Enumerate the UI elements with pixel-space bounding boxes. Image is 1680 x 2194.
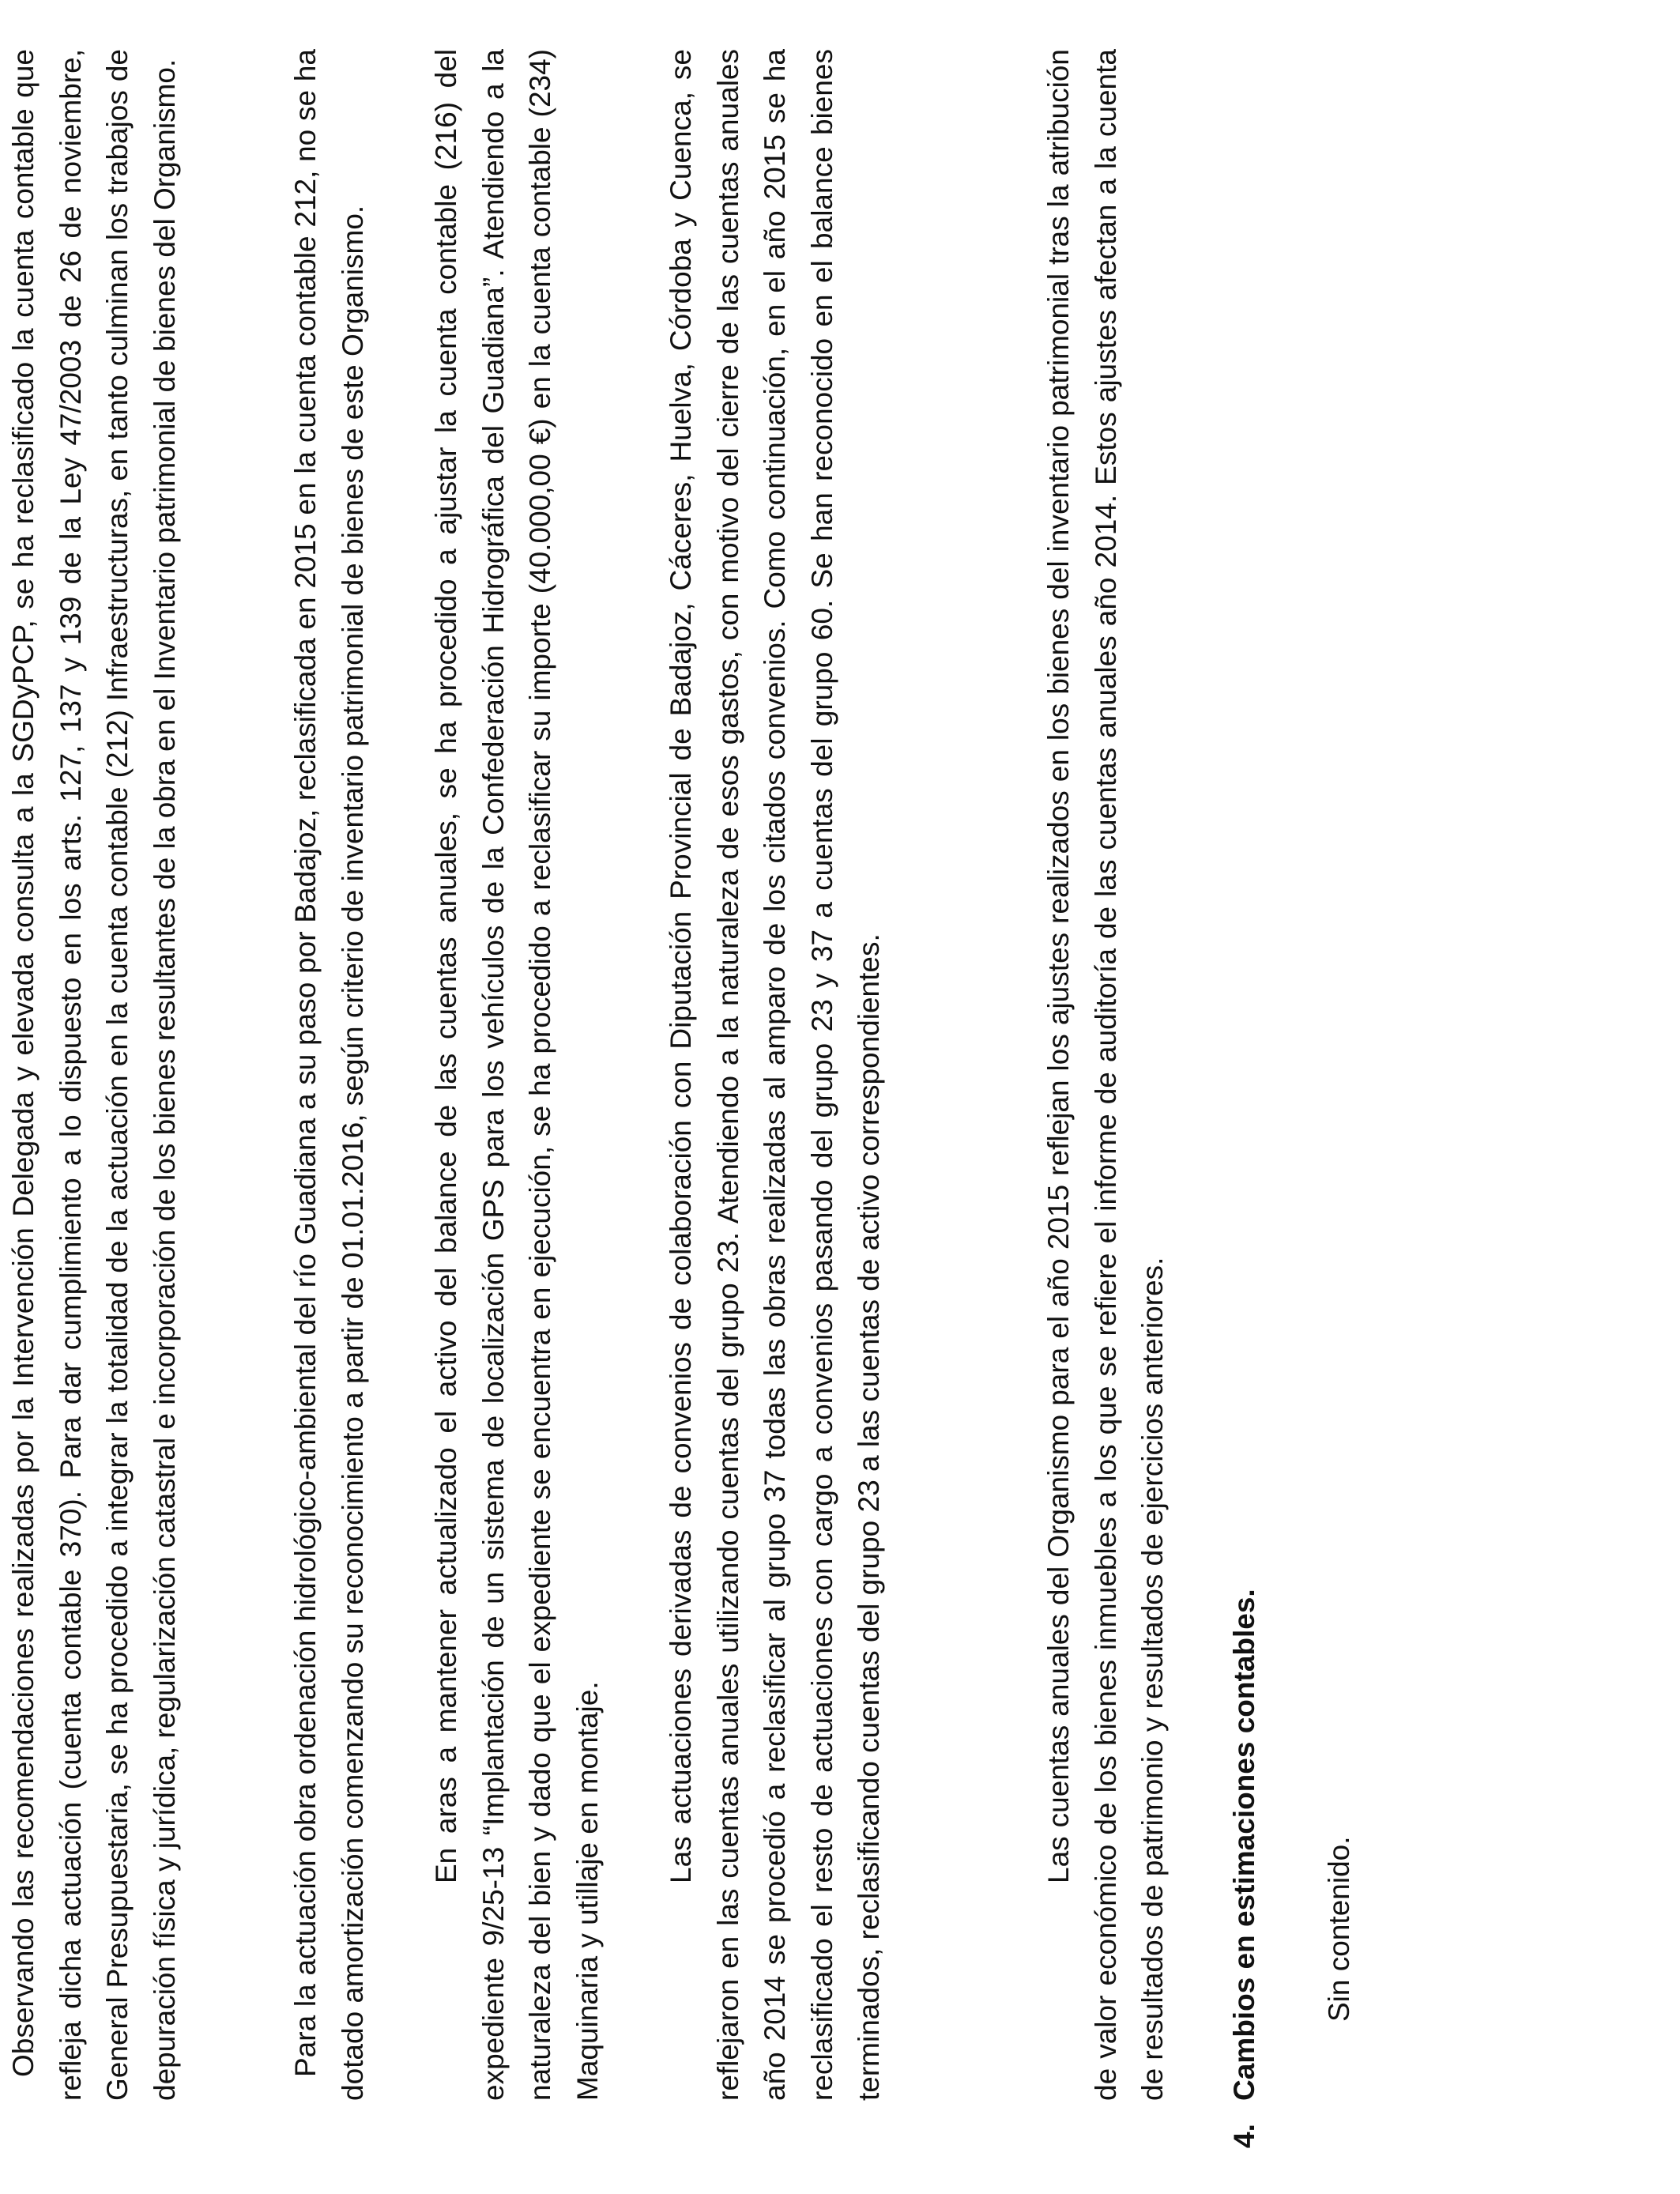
paragraph-convenios-colaboracion: Las actuaciones derivadas de convenios de colaboración con Diputación Provincial de Badajoz, Cáceres, Huelva, Córdoba y Cuenca, se reflejaron en las cuentas anuales utilizando cuentas del grupo 23. Atendiendo a la naturaleza de esos gastos, con motivo del cierre de las cuentas anuales año 2014 se procedió a reclasificar al grupo 37 todas las obras realizadas al amparo de los citados convenios. Como continuación, en el año 2015 se ha reclasificado el resto de actuaciones con cargo a convenios pasando del grupo 23 y 37 a cuentas del grupo 60. Se han reconocido en el balance bienes terminados, reclasificando cuentas del grupo 23 a las cuentas de activo correspondientes. [665,49,885,2101]
section-body: Sin contenido. [1323,1836,1355,2022]
paragraph-expediente-gps: En aras a mantener actualizado el activo del balance de las cuentas anuales, se ha procedido a ajustar la cuenta contable (216) del expediente 9/25-13 “Implantación de un sistema de localización GPS para los vehículos de la Confederación Hidrográfica del Guadiana”. Atendiendo a la naturaleza del bien y dado que el expediente se encuentra en ejecución, se ha procedido a reclasificar su importe (40.000,00 €) en la cuenta contable (234) Maquinaria y utillaje en montaje. [430,49,604,2101]
section-number: 4. [1228,2124,1260,2148]
paragraph-obra-guadiana: Para la actuación obra ordenación hidrológico-ambiental del río Guadiana a su paso por Badajoz, reclasificada en 2015 en la cuenta contable 212, no se ha dotado amortización comenzando su reconocimiento a partir de 01.01.2016, según criterio de inventario patrimonial de bienes de este Organismo. [289,49,369,2101]
section-title: Cambios en estimaciones contables. [1228,1589,1260,2101]
paragraph-reclasificacion-370: Observando las recomendaciones realizadas por la Intervención Delegada y elevada consulta a la SGDyPCP, se ha reclasificado la cuenta contable que refleja dicha actuación (cuenta contable 370). Para dar cumplimiento a lo dispuesto en los arts. 127, 137 y 139 de la Ley 47/2003 de 26 de noviembre, General Presupuestaria, se ha procedido a integrar la totalidad de la actuación en la cuenta contable (212) Infraestructuras, en tanto culminan los trabajos de depuración física y jurídica, regularización catastral e incorporación de los bienes resultantes de la obra en el Inventario patrimonial de bienes del Organismo. [7,49,181,2101]
paragraph-ajustes-inventario: Las cuentas anuales del Organismo para el año 2015 reflejan los ajustes realizados en los bienes del inventario patrimonial tras la atribución de valor económico de los bienes inmuebles a los que se refiere el informe de auditoría de las cuentas anuales año 2014. Estos ajustes afectan a la cuenta de resultados de patrimonio y resultados de ejercicios anteriores. [1042,49,1169,2101]
section-heading [1221,1589,1268,2148]
